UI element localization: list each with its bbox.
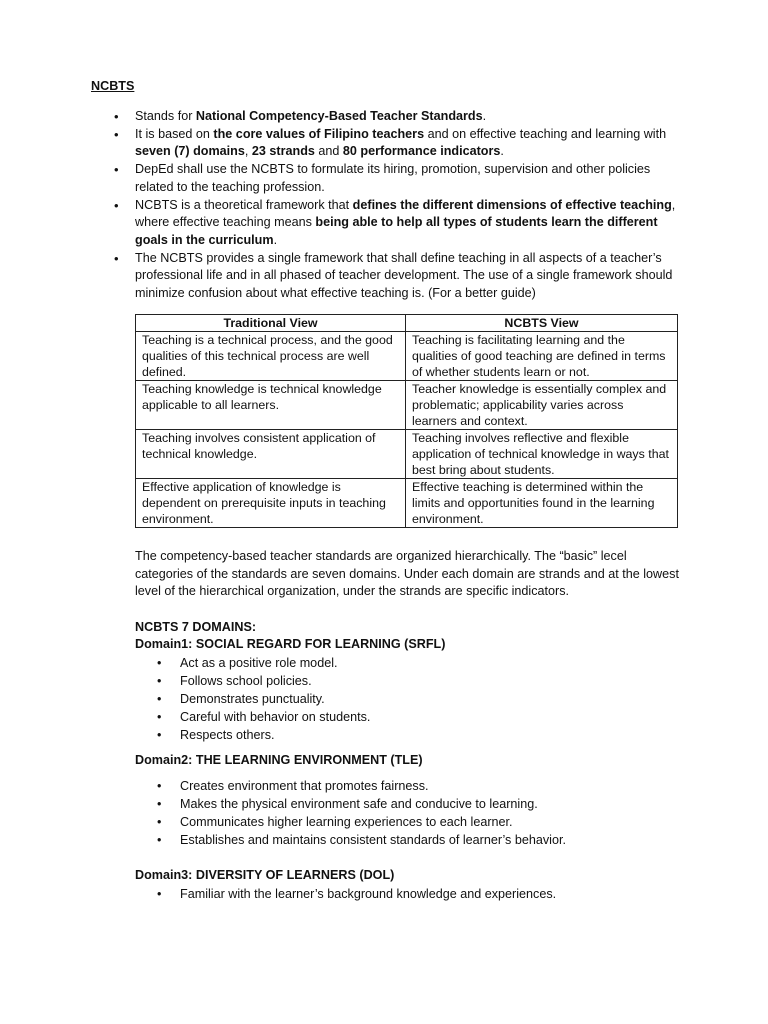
list-item: • Communicates higher learning experiences to each learner.	[135, 813, 691, 831]
table-row	[136, 332, 678, 381]
table-row	[136, 479, 678, 528]
comparison-table	[135, 314, 678, 528]
table-cell: Teaching is facilitating learning and the qualities of good teaching are defined in terms of whether students learn or not.	[406, 332, 678, 381]
domains-heading: NCBTS 7 DOMAINS:	[135, 619, 257, 634]
intro-bullet-list	[91, 108, 691, 303]
table-header-row	[136, 315, 678, 332]
table-row	[136, 381, 678, 430]
table-cell: Teaching knowledge is technical knowledge applicable to all learners.	[136, 381, 406, 430]
domain-heading: Domain1: SOCIAL REGARD FOR LEARNING (SRFL)	[135, 637, 446, 651]
hierarchy-paragraph: The competency-based teacher standards are organized hierarchically. The “basic” lecel categories of the standards are seven domains. Under each domain are strands and at the lowest level of the hierarchical organization, under the strands are specific indicators.	[135, 549, 679, 598]
table-cell: Teacher knowledge is essentially complex and problematic; applicability varies across learners and context.	[406, 381, 678, 430]
domain-heading: Domain2: THE LEARNING ENVIRONMENT (TLE)	[135, 752, 423, 767]
header-traditional-view: Traditional View	[136, 315, 406, 332]
header-ncbts-view: NCBTS View	[406, 315, 678, 332]
list-item: • Demonstrates punctuality.	[135, 690, 691, 708]
list-item: • Respects others.	[135, 726, 691, 744]
list-item: • Follows school policies.	[135, 672, 691, 690]
bullet-item: • DepEd shall use the NCBTS to formulate its hiring, promotion, supervision and other policies related to the teaching profession.	[91, 161, 691, 196]
table-cell: Teaching involves reflective and flexible application of technical knowledge in ways that best bring about students.	[406, 430, 678, 479]
bullet-item: • Stands for National Competency-Based Teacher Standards.	[91, 108, 691, 126]
domain-item-list	[135, 885, 691, 903]
domains-section	[135, 619, 691, 903]
domain-item-list	[135, 777, 691, 849]
list-item: • Careful with behavior on students.	[135, 708, 691, 726]
list-item: • Makes the physical environment safe and conducive to learning.	[135, 795, 691, 813]
list-item: • Familiar with the learner’s background knowledge and experiences.	[135, 885, 691, 903]
bullet-item: • It is based on the core values of Filipino teachers and on effective teaching and learning with seven (7) domains, 23 strands and 80 performance indicators.	[91, 126, 691, 161]
domain-heading: Domain3: DIVERSITY OF LEARNERS (DOL)	[135, 868, 395, 882]
table-cell: Teaching is a technical process, and the good qualities of this technical process are well defined.	[136, 332, 406, 381]
list-item: • Act as a positive role model.	[135, 654, 691, 672]
list-item: • Creates environment that promotes fairness.	[135, 777, 691, 795]
domain-item-list	[135, 654, 691, 744]
list-item: • Establishes and maintains consistent standards of learner’s behavior.	[135, 831, 691, 849]
bullet-item: • The NCBTS provides a single framework that shall define teaching in all aspects of a teacher’s professional life and in all phased of teacher development. The use of a single framework should minimize confusion about what effective teaching is. (For a better guide)	[91, 250, 691, 303]
document-page	[91, 78, 691, 903]
table-row	[136, 430, 678, 479]
bullet-item: • NCBTS is a theoretical framework that defines the different dimensions of effective teaching, where effective teaching means being able to help all types of students learn the different goals in the curriculum.	[91, 197, 691, 250]
page-title: NCBTS	[91, 79, 135, 93]
table-cell: Effective teaching is determined within the limits and opportunities found in the learning environment.	[406, 479, 678, 528]
table-cell: Teaching involves consistent application of technical knowledge.	[136, 430, 406, 479]
table-cell: Effective application of knowledge is dependent on prerequisite inputs in teaching environment.	[136, 479, 406, 528]
